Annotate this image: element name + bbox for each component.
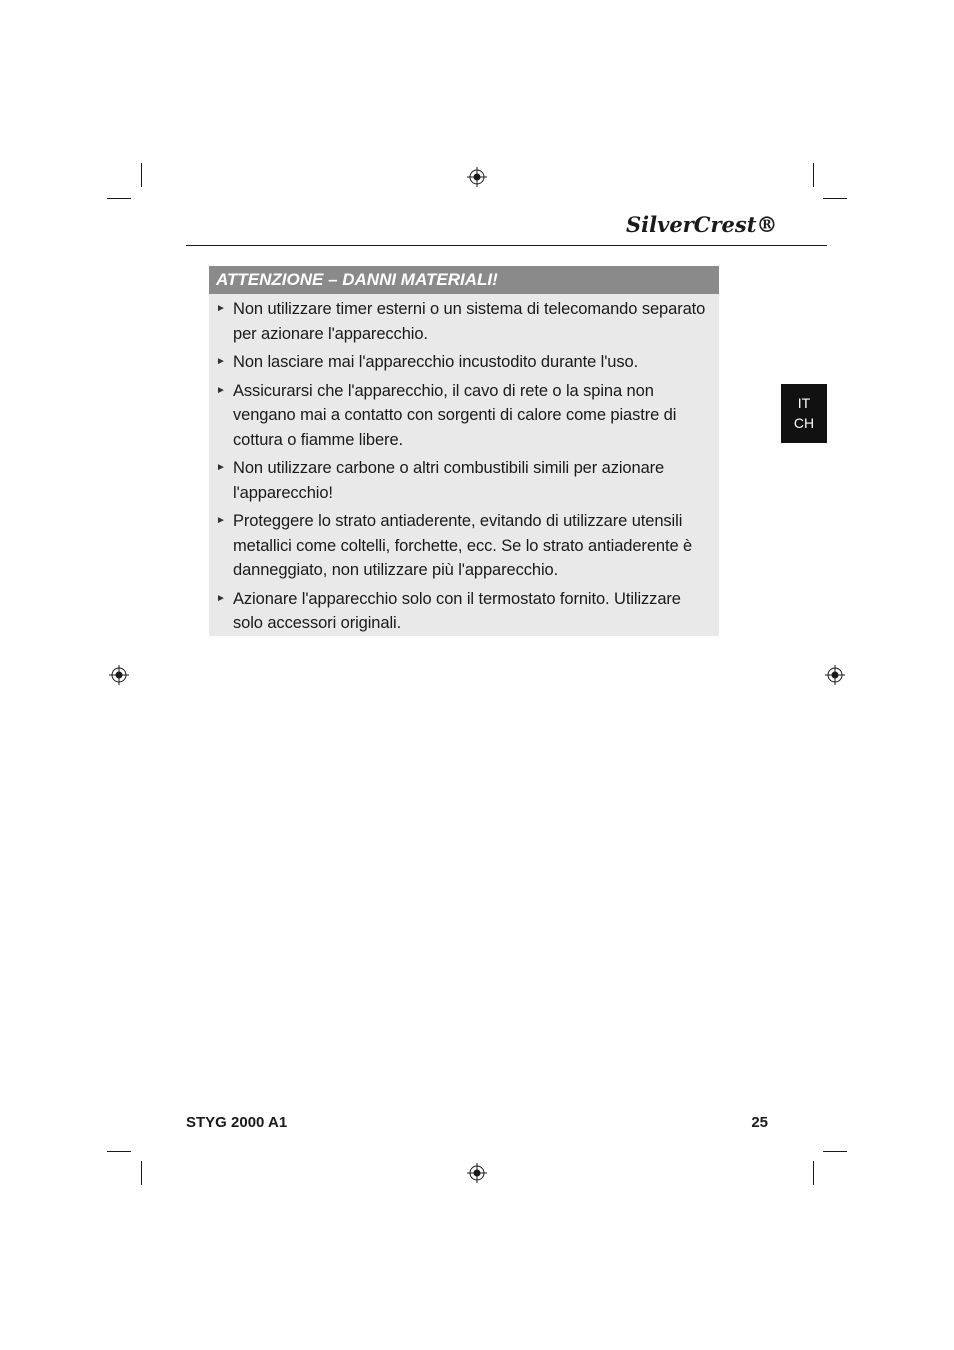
list-item-text: Azionare l'apparecchio solo con il termostato fornito. Utilizzare solo accessori originali. (233, 589, 681, 632)
registration-mark-icon (467, 167, 487, 187)
bullet-arrow-icon: ► (216, 356, 226, 367)
list-item-text: Non utilizzare timer esterni o un sistema di telecomando separato per azionare l'apparecchio. (233, 300, 706, 343)
list-item-text: Proteggere lo strato antiaderente, evitando di utilizzare utensili metallici come coltelli, forchette, ecc. Se lo strato antiaderente è danneggiato, non utilizzare più l'apparecchio. (233, 512, 693, 579)
crop-mark (141, 1161, 142, 1185)
registration-mark-icon (825, 665, 845, 685)
page-number: 25 (751, 1114, 768, 1131)
country-code: CH (793, 415, 815, 431)
registration-mark-icon (109, 665, 129, 685)
bullet-arrow-icon: ► (216, 303, 226, 314)
bullet-arrow-icon: ► (216, 592, 226, 604)
language-code: IT (797, 395, 811, 411)
list-item-text: Non lasciare mai l'apparecchio incustodito durante l'uso. (233, 353, 639, 371)
list-item (216, 350, 713, 375)
language-tab (781, 384, 827, 443)
bullet-arrow-icon: ► (216, 384, 226, 396)
crop-mark (107, 198, 131, 199)
crop-mark (823, 1151, 847, 1152)
list-item (216, 297, 713, 346)
warning-list (209, 294, 719, 636)
crop-mark (141, 163, 142, 187)
registration-mark-icon (467, 1163, 487, 1183)
crop-mark (107, 1151, 131, 1152)
list-item-text: Non utilizzare carbone o altri combustibili simili per azionare l'apparecchio! (233, 459, 665, 502)
list-item-text: Assicurarsi che l'apparecchio, il cavo di rete o la spina non vengano mai a contatto con sorgenti di calore come piastre di cottura o fiamme libere. (233, 381, 677, 449)
footer-model-number: STYG 2000 A1 (186, 1114, 288, 1131)
bullet-arrow-icon: ► (216, 515, 226, 526)
list-item (216, 379, 713, 453)
crop-mark (813, 163, 814, 187)
bullet-arrow-icon: ► (216, 462, 226, 473)
warning-box (209, 266, 719, 636)
warning-heading: ATTENZIONE – DANNI MATERIALI! (209, 266, 719, 294)
list-item (216, 587, 713, 636)
brand-logo: SilverCrest® (626, 212, 778, 237)
list-item (216, 509, 713, 583)
crop-mark (823, 198, 847, 199)
crop-mark (813, 1161, 814, 1185)
header-divider (186, 245, 827, 246)
list-item (216, 456, 713, 505)
